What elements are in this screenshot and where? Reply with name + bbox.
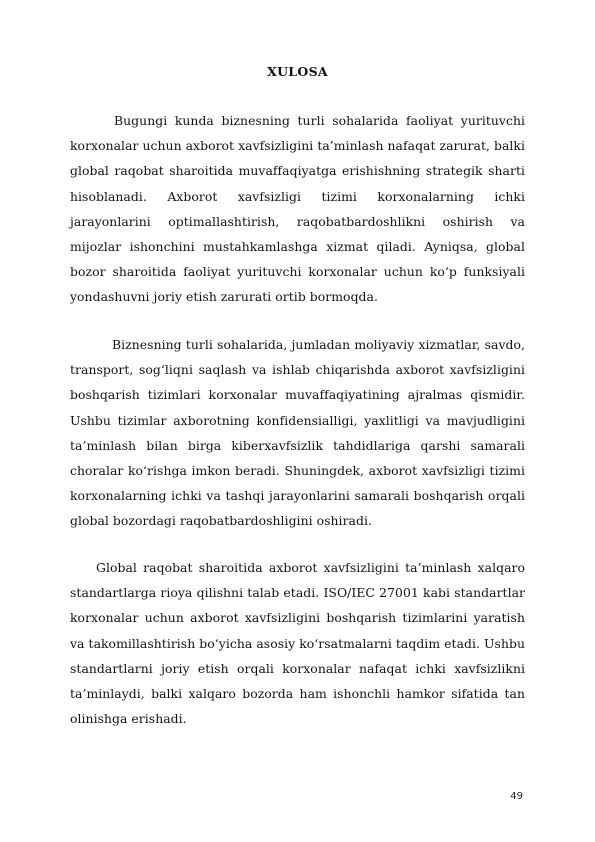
section-heading: XULOSA — [267, 64, 328, 79]
page-number: 49 — [510, 791, 523, 802]
paragraph-3: Global raqobat sharoitida axborot xavfsizligini ta’minlash xalqaro standartlarga rioya qilishni talab etadi. ISO/IEC 27001 kabi standartlar korxonalar uchun axborot xavfsizligini boshqarish tizimlarini yaratish va takomillashtirish bo‘yicha asosiy ko‘rsatmalarni taqdim etadi. Ushbu standartlarni joriy etish orqali korxonalar nafaqat ichki xavfsizlikni ta’minlaydi, balki xalqaro bozorda ham ishonchli hamkor sifatida tan olinishga erishadi. — [70, 560, 525, 727]
paragraph-2: Biznesning turli sohalarida, jumladan moliyaviy xizmatlar, savdo, transport, sog‘liqni saqlash va ishlab chiqarishda axborot xavfsizligini boshqarish tizimlari korxonalar muvaffaqiyatining ajralmas qismidir. Ushbu tizimlar axborotning konfidensialligi, yaxlitligi va mavjudligini ta’minlash bilan birga kiberxavfsizlik tahdidlariga qarshi samarali choralar ko‘rishga imkon beradi. Shuningdek, axborot xavfsizligi tizimi korxonalarning ichki va tashqi jarayonlarini samarali boshqarish orqali global bozordagi raqobatbardoshligini oshiradi. — [70, 337, 525, 529]
paragraph-1: Bugungi kunda biznesning turli sohalarida faoliyat yurituvchi korxonalar uchun axborot xavfsizligini ta’minlash nafaqat zarurat, balki global raqobat sharoitida muvaffaqiyatga erishishning strategik sharti hisoblanadi. Axborot xavfsizligi tizimi korxonalarning ichki jarayonlarini optimallashtirish, raqobatbardoshlikni oshirish va mijozlar ishonchini mustahkamlashga xizmat qiladi. Ayniqsa, global bozor sharoitida faoliyat yurituvchi korxonalar uchun ko‘p funksiyali yondashuvni joriy etish zarurati ortib bormoqda. — [70, 113, 525, 305]
